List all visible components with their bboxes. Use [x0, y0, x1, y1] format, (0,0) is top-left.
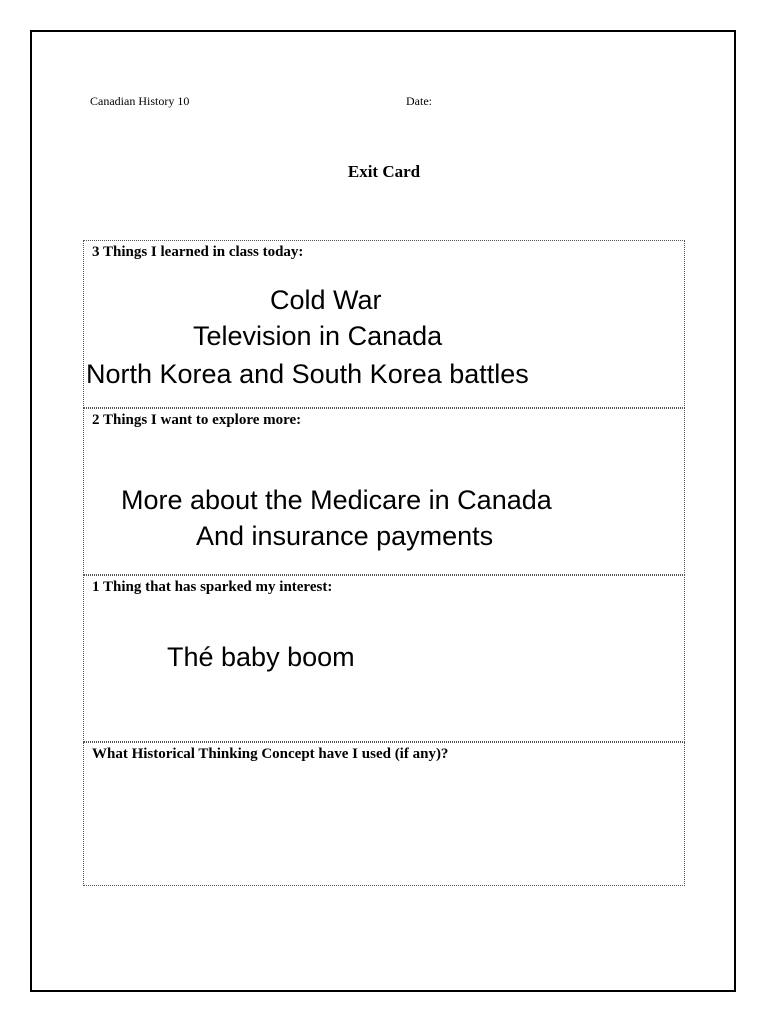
- handwritten-answer: Cold War: [270, 285, 382, 315]
- course-name: Canadian History 10: [90, 94, 190, 108]
- handwritten-answer: North Korea and South Korea battles: [86, 359, 529, 389]
- section-prompt: 2 Things I want to explore more:: [92, 412, 302, 428]
- date-label: Date:: [406, 94, 432, 108]
- section-thinking-concept: [83, 742, 685, 886]
- page-title: Exit Card: [347, 162, 421, 181]
- handwritten-answer: Thé baby boom: [167, 642, 355, 672]
- section-prompt: What Historical Thinking Concept have I used (if any)?: [92, 746, 449, 762]
- handwritten-answer: And insurance payments: [196, 521, 494, 551]
- section-prompt: 3 Things I learned in class today:: [92, 244, 304, 260]
- handwritten-answer: More about the Medicare in Canada: [121, 485, 552, 515]
- handwritten-answer: Television in Canada: [193, 321, 443, 351]
- section-prompt: 1 Thing that has sparked my interest:: [92, 579, 333, 595]
